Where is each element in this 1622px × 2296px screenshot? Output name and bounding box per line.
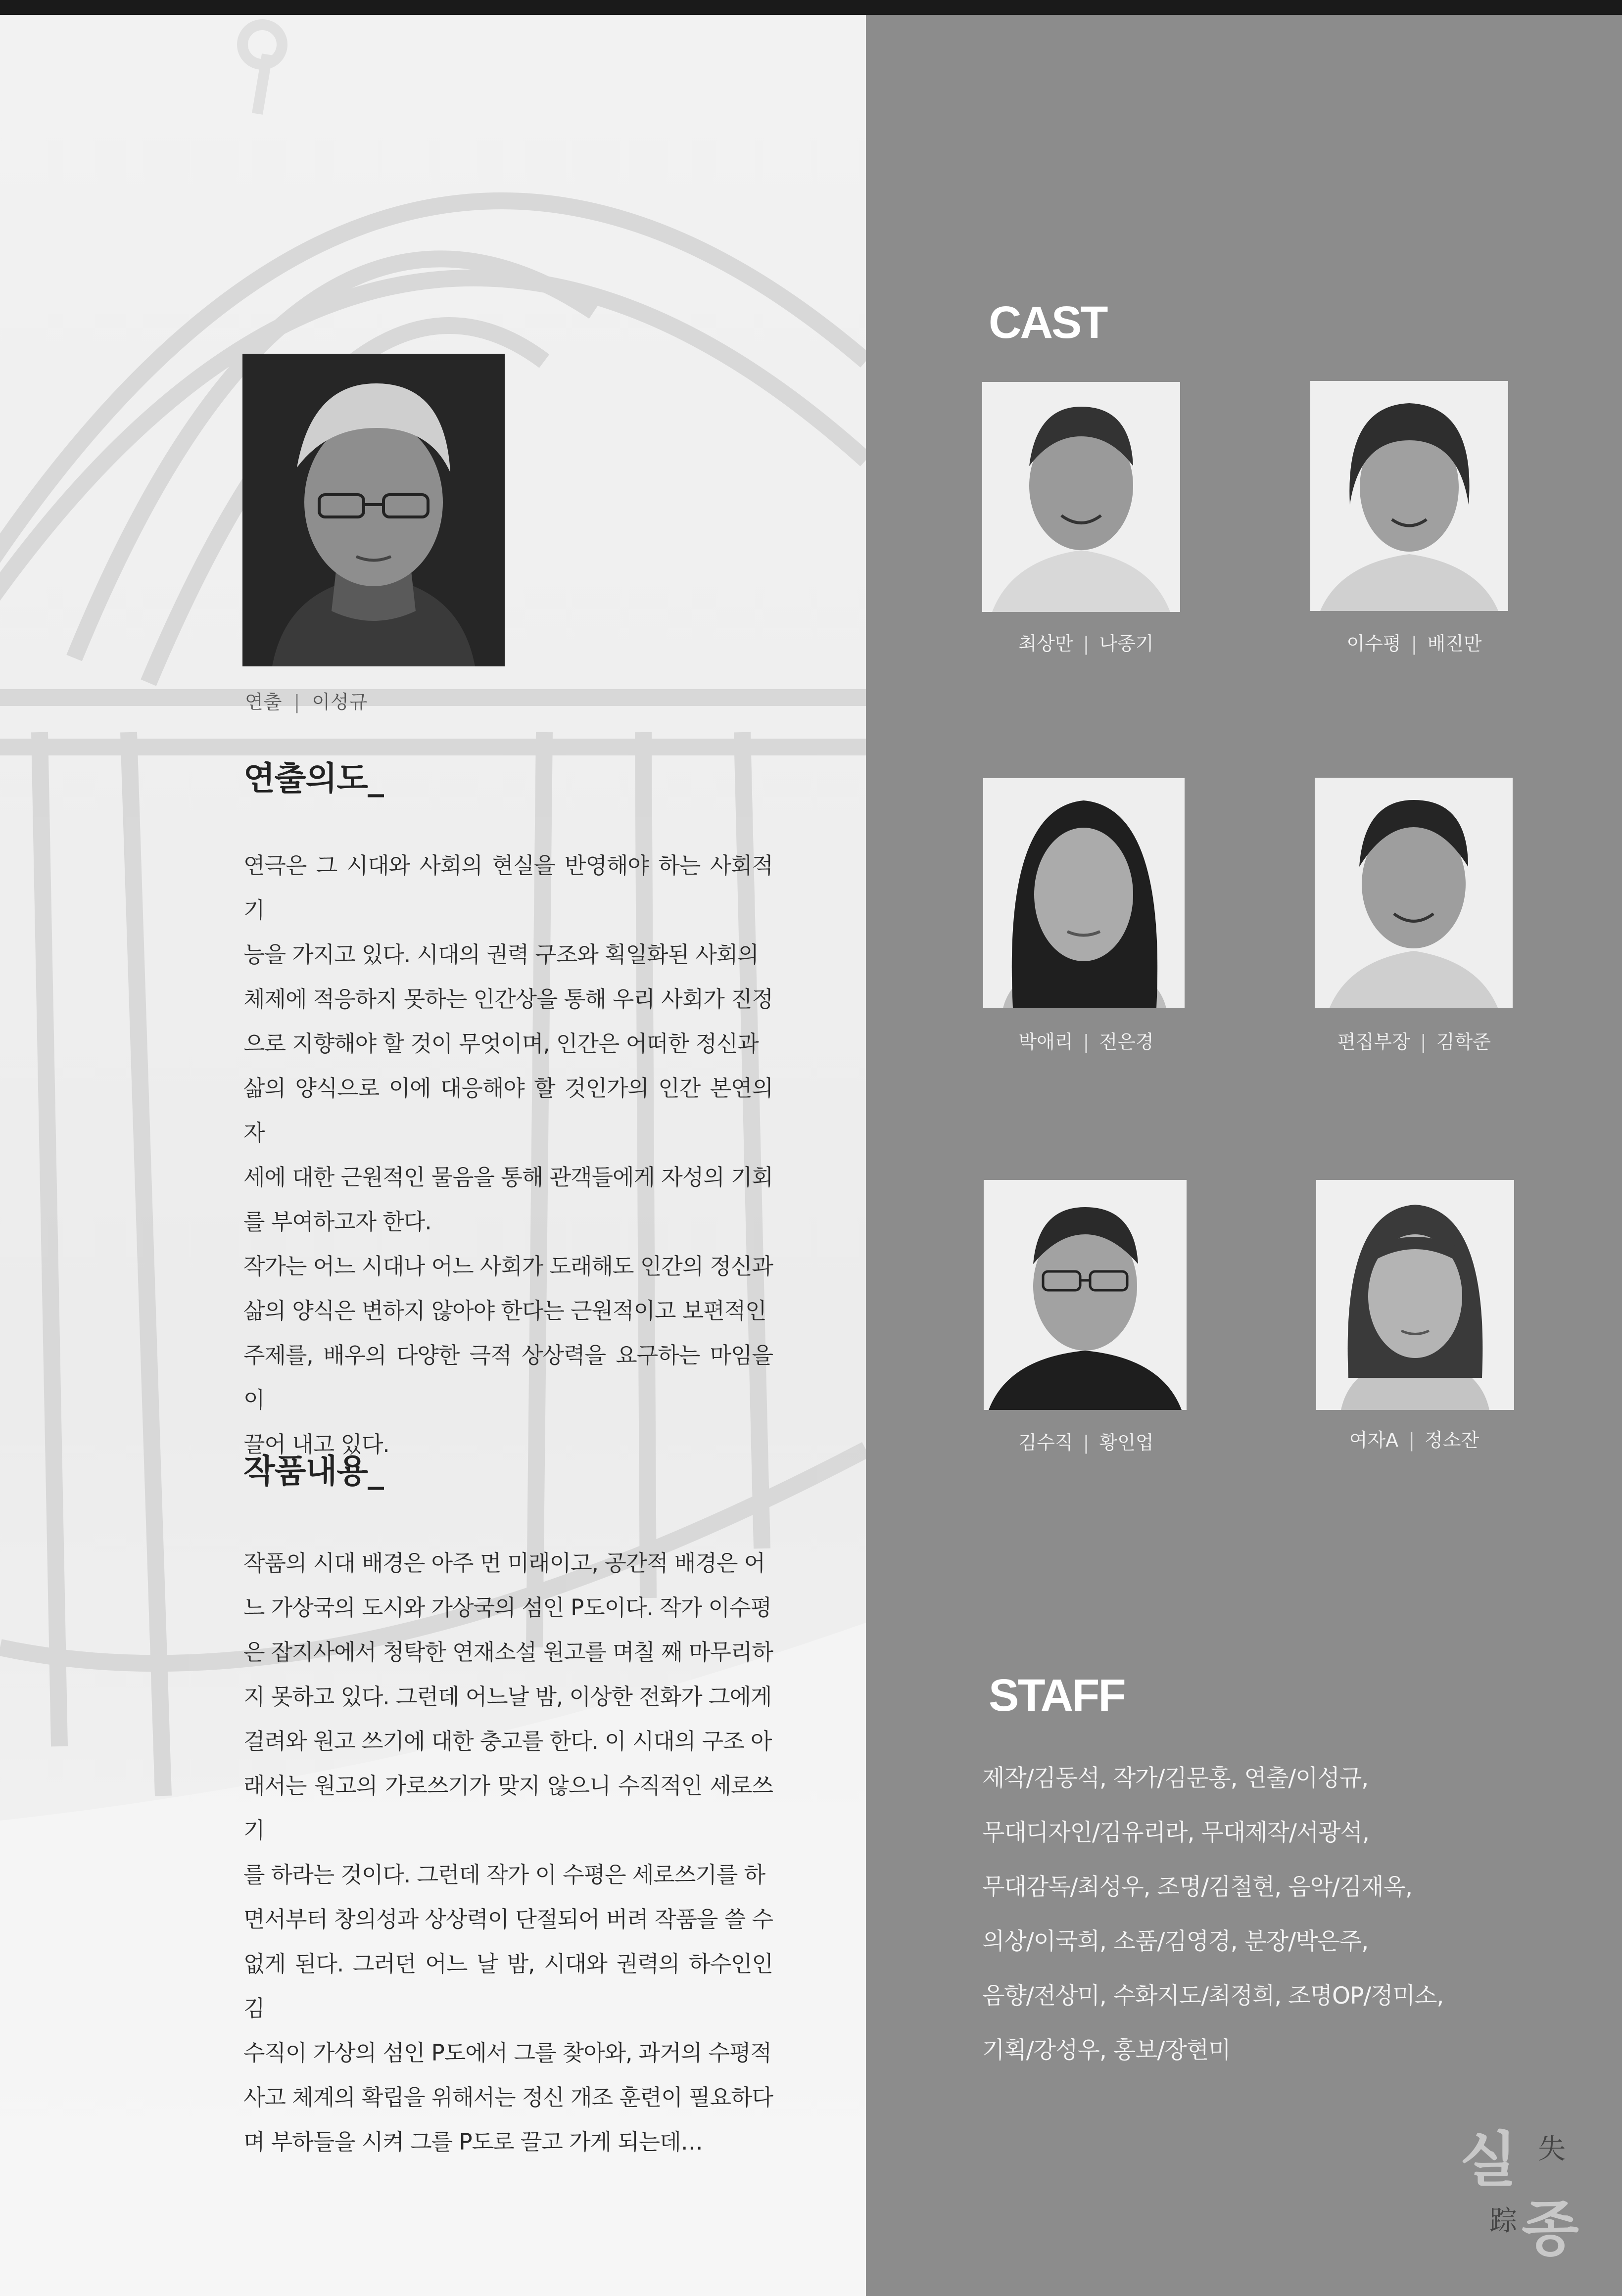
content-line: 며 부하들을 시켜 그를 P도로 끌고 가게 되는데… bbox=[243, 2129, 703, 2155]
caption-separator: | bbox=[1083, 633, 1090, 655]
content-line: 걸려와 원고 쓰기에 대한 충고를 한다. 이 시대의 구조 아 bbox=[243, 1728, 772, 1754]
cast-role: 최상만 bbox=[1018, 633, 1073, 655]
cast-photo-1 bbox=[982, 382, 1180, 612]
cast-role: 김수직 bbox=[1018, 1432, 1073, 1453]
title-logo bbox=[1460, 2112, 1588, 2264]
logo-hanja-1: 失 bbox=[1538, 2133, 1566, 2165]
cast-photo-5 bbox=[984, 1180, 1187, 1410]
staff-line: 음향/전상미, 수화지도/최정희, 조명OP/정미소, bbox=[982, 1982, 1444, 2010]
logo-hanja-2: 踪 bbox=[1489, 2205, 1517, 2237]
intent-line: 연극은 그 시대와 사회의 현실을 반영해야 하는 사회적 기 bbox=[243, 852, 773, 923]
cast-caption-2 bbox=[1310, 628, 1518, 656]
cast-name: 배진만 bbox=[1427, 633, 1482, 655]
intent-body bbox=[243, 843, 773, 1467]
content-line: 느 가상국의 도시와 가상국의 섬인 P도이다. 작가 이수평 bbox=[243, 1594, 771, 1621]
director-role: 연출 bbox=[245, 691, 283, 713]
cast-name: 정소잔 bbox=[1425, 1429, 1479, 1451]
intent-line: 작가는 어느 시대나 어느 사회가 도래해도 인간의 정신과 bbox=[243, 1253, 773, 1279]
cast-caption-6 bbox=[1310, 1425, 1518, 1452]
intent-line: 능을 가지고 있다. 시대의 권력 구조와 획일화된 사회의 bbox=[243, 941, 759, 968]
caption-separator: | bbox=[1411, 633, 1418, 655]
cast-caption-3 bbox=[982, 1027, 1190, 1054]
caption-separator: | bbox=[1083, 1432, 1090, 1453]
cast-caption-1 bbox=[982, 628, 1190, 656]
cast-title: CAST bbox=[989, 297, 1107, 348]
cast-role: 박애리 bbox=[1018, 1031, 1073, 1053]
cast-role: 이수평 bbox=[1346, 633, 1401, 655]
cast-caption-5 bbox=[982, 1427, 1190, 1454]
content-line: 래서는 원고의 가로쓰기가 맞지 않으니 수직적인 세로쓰기 bbox=[243, 1773, 773, 1843]
staff-title: STAFF bbox=[989, 1670, 1125, 1721]
content-line: 작품의 시대 배경은 아주 먼 미래이고, 공간적 배경은 어 bbox=[243, 1550, 765, 1576]
intent-line: 세에 대한 근원적인 물음을 통해 관객들에게 자성의 기회 bbox=[243, 1164, 773, 1190]
staff-line: 제작/김동석, 작가/김문홍, 연출/이성규, bbox=[982, 1765, 1369, 1792]
intent-line: 주제를, 배우의 다양한 극적 상상력을 요구하는 마임을 이 bbox=[243, 1342, 773, 1413]
intent-line: 삶의 양식은 변하지 않아야 한다는 근원적이고 보편적인 bbox=[243, 1298, 766, 1324]
staff-list bbox=[982, 1751, 1566, 2078]
content-line: 지 못하고 있다. 그런데 어느날 밤, 이상한 전화가 그에게 bbox=[243, 1684, 772, 1710]
caption-separator: | bbox=[1408, 1429, 1415, 1451]
cast-name: 전은경 bbox=[1099, 1031, 1154, 1053]
logo-char-1: 실 bbox=[1460, 2125, 1517, 2195]
top-edge bbox=[0, 0, 1622, 15]
intent-title: 연출의도_ bbox=[243, 759, 384, 797]
content-line: 를 하라는 것이다. 그런데 작가 이 수평은 세로쓰기를 하 bbox=[243, 1862, 765, 1888]
logo-char-2: 종 bbox=[1522, 2194, 1579, 2264]
staff-line: 무대감독/최성우, 조명/김철현, 음악/김재옥, bbox=[982, 1874, 1413, 1901]
intent-line: 체제에 적응하지 못하는 인간상을 통해 우리 사회가 진정 bbox=[243, 986, 773, 1012]
director-name: 이성규 bbox=[312, 691, 368, 713]
cast-name: 황인업 bbox=[1099, 1432, 1154, 1453]
staff-line: 기획/강성우, 홍보/장현미 bbox=[982, 2037, 1231, 2064]
director-caption bbox=[245, 687, 368, 714]
staff-line: 무대디자인/김유리라, 무대제작/서광석, bbox=[982, 1819, 1369, 1846]
left-panel bbox=[0, 15, 866, 2296]
content-line: 은 잡지사에서 청탁한 연재소설 원고를 며칠 째 마무리하 bbox=[243, 1639, 773, 1665]
director-photo bbox=[242, 354, 505, 666]
intent-line: 삶의 양식으로 이에 대응해야 할 것인가의 인간 본연의 자 bbox=[243, 1075, 773, 1146]
caption-separator: | bbox=[1083, 1031, 1090, 1053]
intent-line: 를 부여하고자 한다. bbox=[243, 1209, 431, 1235]
cast-role: 여자A bbox=[1349, 1429, 1399, 1451]
cast-photo-6 bbox=[1316, 1180, 1514, 1410]
caption-separator: | bbox=[293, 691, 301, 713]
staff-line: 의상/이국희, 소품/김영경, 분장/박은주, bbox=[982, 1928, 1369, 1955]
intent-line: 끌어 내고 있다. bbox=[243, 1431, 389, 1457]
cast-caption-4 bbox=[1310, 1027, 1518, 1054]
content-line: 수직이 가상의 섬인 P도에서 그를 찾아와, 과거의 수평적 bbox=[243, 2040, 771, 2066]
caption-separator: | bbox=[1420, 1031, 1427, 1053]
content-title: 작품내용_ bbox=[243, 1452, 384, 1490]
cast-photo-4 bbox=[1315, 778, 1513, 1008]
content-line: 면서부터 창의성과 상상력이 단절되어 버려 작품을 쓸 수 bbox=[243, 1906, 773, 1932]
cast-photo-3 bbox=[983, 778, 1185, 1008]
content-body bbox=[243, 1541, 773, 2164]
content-line: 사고 체계의 확립을 위해서는 정신 개조 훈련이 필요하다 bbox=[243, 2084, 773, 2110]
cast-photo-2 bbox=[1310, 381, 1508, 611]
cast-role: 편집부장 bbox=[1337, 1031, 1410, 1053]
cast-name: 나종기 bbox=[1099, 633, 1154, 655]
intent-line: 으로 지향해야 할 것이 무엇이며, 인간은 어떠한 정신과 bbox=[243, 1031, 759, 1057]
cast-name: 김학준 bbox=[1436, 1031, 1491, 1053]
content-line: 없게 된다. 그러던 어느 날 밤, 시대와 권력의 하수인인 김 bbox=[243, 1951, 773, 2021]
